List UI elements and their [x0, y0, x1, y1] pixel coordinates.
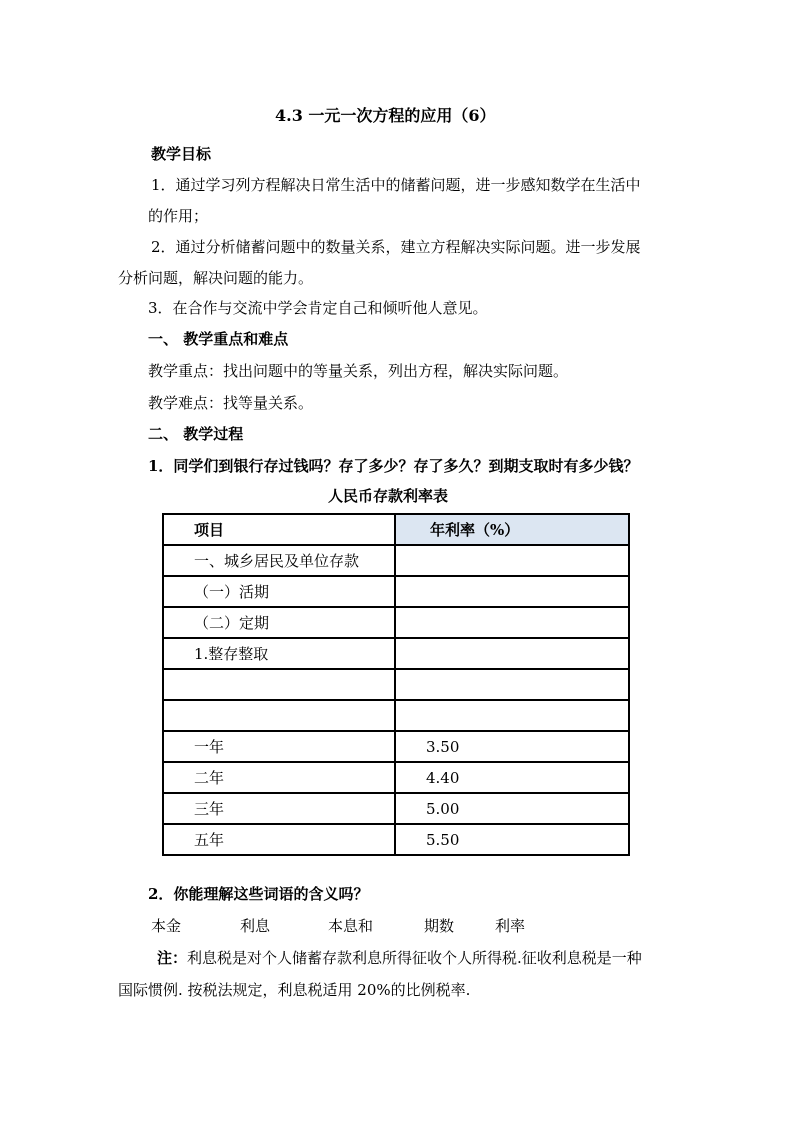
table-cell-rate: 3.50: [395, 731, 629, 762]
table-row: [163, 607, 629, 638]
table-cell-item: （一）活期: [163, 576, 395, 607]
table-cell-item: 三年: [163, 793, 395, 824]
table-caption: 人民币存款利率表: [328, 487, 449, 505]
table-cell-rate: [395, 669, 629, 700]
table-header-row: [163, 514, 629, 545]
difficulty: 教学难点：找等量关系。: [148, 394, 314, 412]
table-row: [163, 762, 629, 793]
table-row: [163, 793, 629, 824]
goal-3: 3．在合作与交流中学会肯定自己和倾听他人意见。: [148, 299, 488, 317]
table-row: [163, 669, 629, 700]
section-1-heading: 一、 教学重点和难点: [148, 330, 289, 348]
note-line-2: 国际惯例. 按税法规定，利息税适用 20%的比例税率.: [118, 981, 471, 999]
table-cell-rate: 4.40: [395, 762, 629, 793]
goal-2-line-1: 2．通过分析储蓄问题中的数量关系，建立方程解决实际问题。进一步发展: [151, 238, 641, 256]
table-cell-rate: [395, 607, 629, 638]
goal-1-line-2: 的作用；: [148, 207, 209, 225]
interest-rate-table: [162, 513, 630, 856]
term-rate: 利率: [495, 917, 526, 935]
table-row: [163, 700, 629, 731]
note-line-1: [157, 948, 642, 968]
table-cell-rate: 5.50: [395, 824, 629, 855]
table-cell-item: 一、城乡居民及单位存款: [163, 545, 395, 576]
term-principal: 本金: [151, 917, 182, 935]
question-2: 2．你能理解这些词语的含义吗？: [148, 885, 369, 903]
goal-2-line-2: 分析问题，解决问题的能力。: [118, 269, 314, 287]
table-cell-rate: 5.00: [395, 793, 629, 824]
table-cell-item: 一年: [163, 731, 395, 762]
term-principal-and-interest: 本息和: [328, 917, 374, 935]
table-cell-item: （二）定期: [163, 607, 395, 638]
table-cell-rate: [395, 700, 629, 731]
table-cell-rate: [395, 576, 629, 607]
section-2-heading: 二、 教学过程: [148, 425, 244, 443]
goals-heading: 教学目标: [151, 145, 212, 163]
table-row: [163, 576, 629, 607]
header-annual-rate: 年利率（%）: [395, 514, 629, 545]
key-point: 教学重点：找出问题中的等量关系，列出方程，解决实际问题。: [148, 362, 569, 380]
header-item: 项目: [163, 514, 395, 545]
table-cell-rate: [395, 638, 629, 669]
table-cell-item: 二年: [163, 762, 395, 793]
table-row: [163, 638, 629, 669]
table-cell-item: 五年: [163, 824, 395, 855]
table-cell-item: 1.整存整取: [163, 638, 395, 669]
table-cell-item: [163, 700, 395, 731]
table-cell-rate: [395, 545, 629, 576]
table-row: [163, 824, 629, 855]
note-text-1: 利息税是对个人储蓄存款利息所得征收个人所得税.征收利息税是一种: [187, 949, 642, 967]
table-cell-item: [163, 669, 395, 700]
page-title: 4.3 一元一次方程的应用（6）: [275, 106, 496, 125]
question-1: 1．同学们到银行存过钱吗？存了多少？存了多久？到期支取时有多少钱？: [148, 457, 639, 475]
term-interest: 利息: [240, 917, 271, 935]
goal-1-line-1: 1．通过学习列方程解决日常生活中的储蓄问题，进一步感知数学在生活中: [151, 176, 641, 194]
note-label: 注：: [157, 949, 188, 967]
table-row: [163, 731, 629, 762]
term-periods: 期数: [424, 917, 455, 935]
table-row: [163, 545, 629, 576]
